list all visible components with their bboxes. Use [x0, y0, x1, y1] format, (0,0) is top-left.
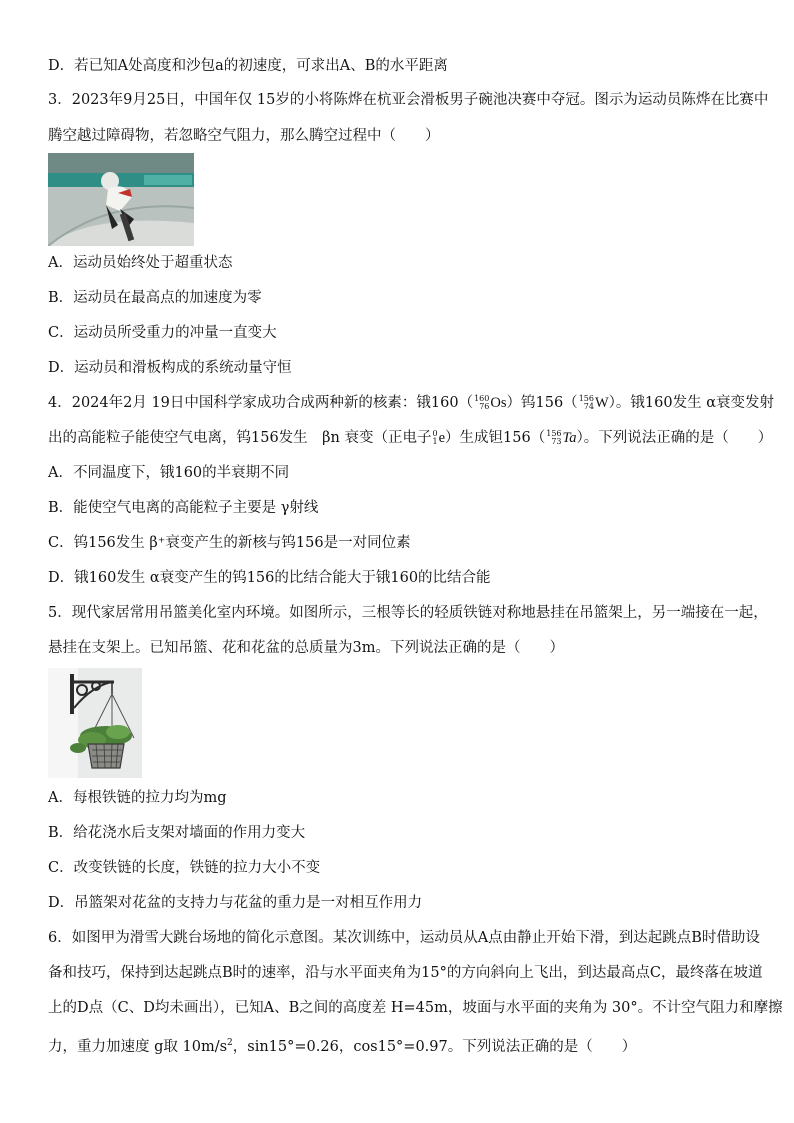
q5-stem-line-1: 5．现代家居常用吊篮美化室内环境。如图所示，三根等长的轻质铁链对称地悬挂在吊篮架上，另一端接在一起，	[48, 605, 768, 621]
w-symbol: W	[594, 395, 609, 411]
q4-option-c: C．钨156发生 β⁺衰变产生的新核与钨156是一对同位素	[48, 535, 411, 551]
q4-stem-line-2	[48, 428, 772, 448]
q5-option-c: C．改变铁链的长度，铁链的拉力大小不变	[48, 860, 321, 876]
os-symbol: Os	[490, 395, 507, 411]
ta-symbol: Ta	[562, 430, 577, 446]
q4-stem-part-2: ）钨156（	[506, 395, 578, 411]
w-nuclide-numbers: 156 74	[578, 394, 594, 411]
q6-line-2: 备和技巧，保持到达起跳点B时的速率，沿与水平面夹角为15°的方向斜向上飞出，到达最高点C，最终落在坡道	[48, 965, 763, 981]
os-nuclide-numbers: 160 76	[474, 394, 490, 411]
q4-stem-part-3: ）。锇160发生 α衰变发射	[608, 395, 774, 411]
q6-line-4-part-2: ，sin15°=0.26，cos15°=0.97。下列说法正确的是（ ）	[232, 1038, 637, 1055]
q3-option-c: C．运动员所受重力的冲量一直变大	[48, 325, 277, 341]
q3-stem-line-1: 3．2023年9月25日，中国年仅 15岁的小将陈烨在杭亚会滑板男子碗池决赛中夺冠。图示为运动员陈烨在比赛中	[48, 92, 769, 108]
q5-stem-line-2: 悬挂在支架上。已知吊篮、花和花盆的总质量为3m。下列说法正确的是（ ）	[48, 640, 564, 656]
q4-option-a: A．不同温度下，锇160的半衰期不同	[48, 465, 290, 481]
q6-line-3: 上的D点（C、D均未画出），已知A、B之间的高度差 H=45m，坡面与水平面的夹角为 30°。不计空气阻力和摩擦	[48, 1000, 783, 1016]
q4-stem-part-5: ）生成钽156（	[445, 430, 546, 446]
q4-option-b: B．能使空气电离的高能粒子主要是 γ射线	[48, 500, 319, 516]
q5-option-d: D．吊篮架对花盆的支持力与花盆的重力是一对相互作用力	[48, 895, 423, 911]
q3-option-b: B．运动员在最高点的加速度为零	[48, 290, 262, 306]
q5-option-b: B．给花浇水后支架对墙面的作用力变大	[48, 825, 306, 841]
q6-line-1: 6．如图甲为滑雪大跳台场地的简化示意图。某次训练中，运动员从A点由静止开始下滑，到达起跳点B时借助设	[48, 930, 760, 946]
q4-stem-part-1: 4．2024年2月 19日中国科学家成功合成两种新的核素：锇160（	[48, 395, 474, 411]
q4-stem-line-1	[48, 393, 774, 413]
hanging-basket-illustration	[48, 668, 142, 778]
q6-unit-superscript: 2	[227, 1038, 233, 1048]
q4-stem-part-6: ）。下列说法正确的是（ ）	[576, 430, 773, 446]
e-symbol: e	[438, 430, 446, 446]
q4-option-d: D．锇160发生 α衰变产生的钨156的比结合能大于锇160的比结合能	[48, 570, 491, 586]
q6-line-4	[48, 1033, 636, 1057]
q3-stem-line-2: 腾空越过障碍物，若忽略空气阻力，那么腾空过程中（ ）	[48, 128, 440, 144]
q4-stem-part-4: 出的高能粒子能使空气电离，钨156发生 βn 衰变（正电子	[48, 430, 432, 446]
hanging-basket-photo	[48, 668, 142, 778]
q2-option-d: D．若已知A处高度和沙包a的初速度，可求出A、B的水平距离	[48, 58, 448, 74]
skateboarder-illustration	[48, 153, 194, 246]
e-nuclide-numbers: 0 1	[432, 429, 438, 446]
q3-option-a: A．运动员始终处于超重状态	[48, 255, 233, 271]
q6-line-4-part-1: 力，重力加速度 g取 10m/s	[48, 1038, 228, 1055]
q3-option-d: D．运动员和滑板构成的系统动量守恒	[48, 360, 292, 376]
ta-nuclide-numbers: 156 73	[546, 429, 562, 446]
q5-option-a: A．每根铁链的拉力均为mg	[48, 790, 227, 806]
skateboarder-photo	[48, 153, 194, 246]
